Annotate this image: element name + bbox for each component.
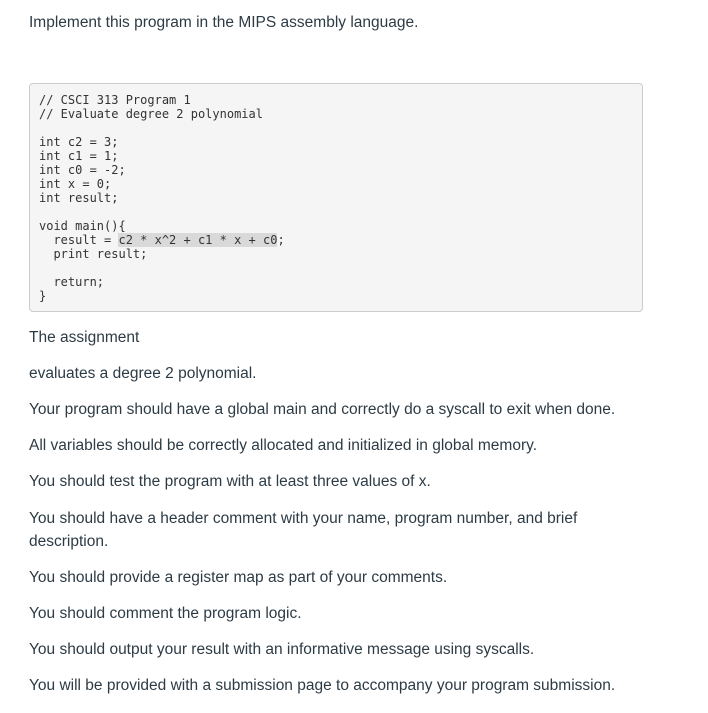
- paragraph: You will be provided with a submission page to accompany your program submission.: [29, 677, 616, 694]
- code-comment-line: // CSCI 313 Program 1: [39, 93, 191, 107]
- code-return-line: return;: [39, 275, 105, 289]
- code-declaration-line: int c1 = 1;: [39, 149, 119, 163]
- code-result-line: [39, 233, 633, 247]
- paragraph: evaluates a degree 2 polynomial.: [29, 365, 257, 382]
- paragraph: Your program should have a global main and correctly do a syscall to exit when done.: [29, 401, 616, 418]
- code-result-prefix: result =: [39, 233, 119, 247]
- code-main-signature: void main(){: [39, 219, 126, 233]
- paragraph: All variables should be correctly allocated and initialized in global memory.: [29, 437, 538, 454]
- paragraph: You should provide a register map as part of your comments.: [29, 569, 448, 586]
- intro-text: Implement this program in the MIPS assembly language.: [29, 14, 419, 31]
- code-result-suffix: ;: [277, 233, 285, 247]
- code-declaration-line: int c0 = -2;: [39, 163, 126, 177]
- code-highlighted-expression: c2 * x^2 + c1 * x + c0: [118, 233, 278, 247]
- code-close-brace: }: [39, 289, 47, 303]
- code-print-line: print result;: [39, 247, 148, 261]
- code-comment-line: // Evaluate degree 2 polynomial: [39, 107, 263, 121]
- code-declaration-line: int c2 = 3;: [39, 135, 119, 149]
- code-declaration-line: int x = 0;: [39, 177, 112, 191]
- code-declaration-line: int result;: [39, 191, 119, 205]
- code-block: [29, 83, 643, 312]
- paragraph: You should output your result with an informative message using syscalls.: [29, 641, 535, 658]
- paragraph: You should comment the program logic.: [29, 605, 302, 622]
- paragraph: You should test the program with at least three values of x.: [29, 473, 431, 490]
- paragraph: You should have a header comment with your name, program number, and brief description.: [29, 510, 578, 550]
- paragraph: The assignment: [29, 329, 140, 346]
